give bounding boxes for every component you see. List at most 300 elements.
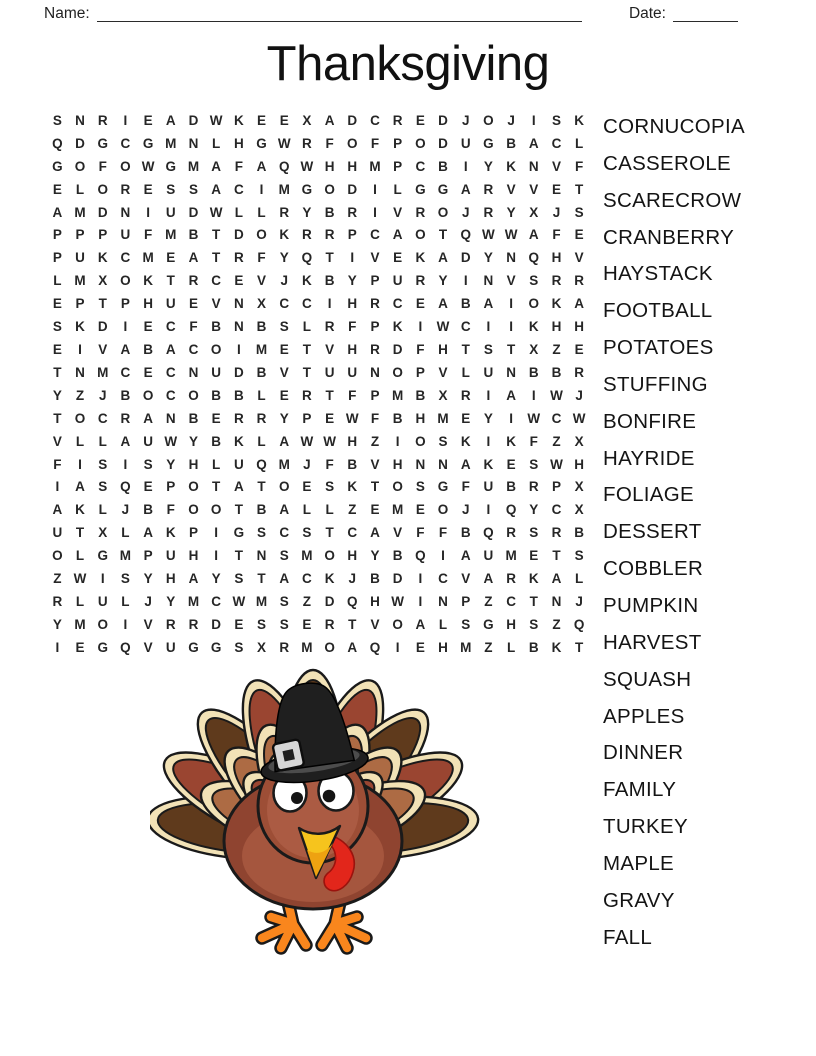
grid-cell: E: [143, 181, 153, 197]
grid-cell: Q: [256, 456, 267, 472]
grid-cell: R: [302, 135, 312, 151]
grid-cell: H: [188, 548, 199, 564]
grid-cell: L: [575, 571, 584, 587]
grid-cell: E: [551, 181, 561, 197]
word-list-item: HAYSTACK: [603, 262, 713, 286]
grid-cell: P: [52, 227, 62, 243]
grid-cell: S: [279, 593, 289, 609]
grid-cell: B: [188, 227, 199, 243]
grid-cell: D: [97, 319, 108, 335]
grid-cell: F: [189, 319, 198, 335]
grid-cell: G: [437, 181, 449, 197]
grid-cell: R: [302, 387, 312, 403]
grid-cell: S: [234, 639, 244, 655]
grid-cell: L: [121, 525, 130, 541]
grid-cell: A: [483, 571, 494, 587]
grid-cell: H: [506, 616, 516, 632]
grid-cell: H: [347, 158, 358, 174]
date-write-line: [673, 5, 738, 22]
grid-cell: V: [257, 273, 267, 289]
grid-cell: T: [302, 364, 312, 380]
grid-cell: I: [531, 387, 536, 403]
grid-cell: C: [97, 410, 108, 426]
grid-cell: U: [120, 227, 131, 243]
grid-cell: I: [236, 342, 241, 358]
grid-cell: A: [324, 112, 335, 128]
grid-cell: K: [506, 433, 516, 449]
grid-cell: M: [187, 158, 200, 174]
grid-cell: W: [164, 433, 178, 449]
word-list-item: PUMPKIN: [603, 593, 699, 617]
grid-cell: R: [302, 227, 312, 243]
grid-cell: F: [438, 525, 448, 541]
grid-cell: Y: [279, 410, 289, 426]
grid-cell: O: [52, 548, 63, 564]
grid-cell: O: [210, 342, 222, 358]
grid-cell: R: [415, 273, 426, 289]
grid-cell: O: [188, 387, 199, 403]
grid-cell: G: [483, 135, 494, 151]
grid-cell: T: [325, 250, 334, 266]
grid-cell: N: [438, 456, 448, 472]
grid-cell: A: [75, 479, 85, 495]
grid-cell: Q: [369, 639, 381, 655]
grid-cell: G: [97, 639, 108, 655]
grid-cell: O: [437, 502, 449, 518]
grid-cell: Q: [347, 593, 358, 609]
grid-cell: X: [529, 342, 539, 358]
grid-cell: U: [233, 456, 244, 472]
grid-cell: S: [529, 525, 539, 541]
grid-cell: T: [438, 227, 448, 243]
grid-cell: J: [575, 387, 583, 403]
grid-cell: T: [348, 616, 357, 632]
grid-cell: C: [211, 593, 222, 609]
grid-cell: Q: [52, 135, 63, 151]
grid-cell: V: [325, 342, 335, 358]
grid-cell: S: [438, 433, 448, 449]
name-write-line: [97, 5, 582, 22]
grid-cell: P: [415, 364, 425, 380]
grid-cell: L: [461, 364, 470, 380]
grid-cell: G: [301, 181, 313, 197]
grid-cell: P: [143, 548, 153, 564]
grid-cell: R: [574, 364, 585, 380]
word-list-item: SCARECROW: [603, 188, 742, 212]
grid-cell: O: [415, 135, 426, 151]
word-list-item: HAYRIDE: [603, 446, 695, 470]
grid-cell: E: [211, 410, 221, 426]
grid-cell: X: [98, 525, 108, 541]
grid-cell: M: [165, 227, 177, 243]
grid-cell: G: [165, 158, 177, 174]
grid-cell: A: [256, 158, 267, 174]
grid-cell: I: [214, 525, 219, 541]
grid-cell: A: [574, 296, 585, 312]
grid-cell: E: [325, 410, 335, 426]
grid-cell: E: [302, 479, 312, 495]
grid-cell: B: [233, 387, 244, 403]
grid-cell: Y: [279, 250, 289, 266]
word-list-item: HARVEST: [603, 630, 702, 654]
word-list-item: CORNUCOPIA: [603, 115, 745, 138]
grid-cell: J: [121, 502, 130, 518]
grid-cell: M: [392, 502, 404, 518]
word-list-item: FOLIAGE: [603, 483, 694, 507]
grid-cell: R: [415, 204, 426, 220]
grid-cell: M: [165, 135, 177, 151]
grid-cell: U: [460, 135, 471, 151]
grid-cell: A: [165, 342, 176, 358]
grid-cell: E: [52, 342, 62, 358]
word-list-item: FOOTBALL: [603, 299, 713, 323]
grid-cell: Z: [348, 502, 357, 518]
grid-cell: D: [347, 181, 358, 197]
grid-cell: I: [146, 204, 150, 220]
grid-cell: C: [165, 387, 176, 403]
grid-cell: O: [97, 181, 108, 197]
grid-cell: R: [324, 319, 335, 335]
grid-cell: E: [415, 639, 425, 655]
grid-cell: J: [144, 593, 152, 609]
grid-cell: X: [302, 112, 312, 128]
grid-cell: A: [120, 342, 131, 358]
grid-cell: Q: [483, 525, 494, 541]
word-list-item: GRAVY: [603, 888, 675, 912]
grid-cell: J: [575, 593, 583, 609]
grid-cell: W: [300, 433, 314, 449]
grid-cell: A: [438, 296, 448, 312]
grid-cell: M: [119, 548, 132, 564]
grid-cell: X: [529, 204, 539, 220]
grid-cell: V: [98, 342, 108, 358]
grid-cell: S: [143, 456, 153, 472]
grid-cell: N: [256, 548, 267, 564]
grid-cell: T: [212, 250, 221, 266]
grid-cell: E: [234, 616, 244, 632]
grid-cell: U: [165, 204, 176, 220]
grid-cell: B: [188, 410, 199, 426]
grid-cell: S: [574, 548, 584, 564]
grid-cell: V: [370, 616, 380, 632]
grid-cell: D: [188, 204, 199, 220]
grid-cell: A: [211, 181, 222, 197]
grid-cell: R: [506, 525, 516, 541]
grid-cell: A: [460, 456, 471, 472]
grid-cell: C: [551, 410, 562, 426]
name-label: Name:: [44, 5, 90, 22]
grid-cell: R: [233, 410, 244, 426]
grid-cell: C: [460, 319, 471, 335]
letter-grid: [46, 109, 591, 659]
grid-cell: P: [393, 158, 403, 174]
grid-cell: H: [370, 593, 380, 609]
grid-cell: O: [74, 410, 86, 426]
grid-cell: G: [233, 525, 245, 541]
grid-cell: W: [300, 158, 314, 174]
grid-cell: A: [415, 616, 426, 632]
grid-cell: U: [347, 364, 358, 380]
grid-cell: S: [166, 181, 176, 197]
grid-cell: T: [575, 639, 584, 655]
grid-cell: U: [165, 639, 176, 655]
grid-cell: L: [212, 135, 221, 151]
grid-cell: G: [210, 639, 222, 655]
grid-cell: W: [323, 433, 336, 449]
grid-cell: S: [302, 525, 312, 541]
grid-cell: T: [257, 571, 266, 587]
grid-cell: S: [279, 616, 289, 632]
grid-cell: T: [75, 525, 85, 541]
grid-cell: W: [550, 387, 563, 403]
grid-cell: F: [348, 319, 357, 335]
grid-cell: G: [437, 479, 449, 495]
grid-cell: M: [187, 593, 200, 609]
grid-cell: U: [165, 548, 176, 564]
grid-cell: H: [438, 342, 448, 358]
grid-cell: K: [506, 158, 516, 174]
grid-cell: Z: [484, 593, 493, 609]
grid-cell: J: [303, 456, 311, 472]
grid-cell: L: [257, 204, 266, 220]
grid-cell: D: [392, 342, 403, 358]
grid-cell: H: [324, 158, 335, 174]
grid-cell: O: [483, 112, 494, 128]
grid-cell: Z: [53, 571, 62, 587]
grid-cell: Y: [529, 502, 539, 518]
grid-cell: L: [212, 456, 221, 472]
grid-cell: E: [188, 296, 198, 312]
grid-cell: J: [280, 273, 288, 289]
grid-cell: Q: [120, 479, 131, 495]
grid-cell: E: [529, 548, 539, 564]
grid-cell: S: [188, 181, 198, 197]
grid-cell: E: [415, 296, 425, 312]
grid-cell: E: [52, 296, 62, 312]
grid-cell: S: [257, 616, 267, 632]
grid-cell: R: [460, 387, 471, 403]
word-list-item: SQUASH: [603, 667, 692, 691]
grid-cell: Z: [552, 342, 561, 358]
grid-cell: R: [483, 181, 494, 197]
grid-cell: W: [391, 593, 405, 609]
grid-cell: I: [441, 548, 445, 564]
grid-cell: I: [463, 273, 468, 289]
grid-cell: C: [120, 135, 131, 151]
grid-cell: C: [233, 181, 244, 197]
grid-cell: I: [531, 112, 536, 128]
grid-cell: O: [415, 433, 426, 449]
grid-cell: R: [165, 616, 176, 632]
grid-cell: I: [123, 112, 128, 128]
grid-cell: L: [438, 616, 448, 632]
grid-cell: E: [415, 502, 425, 518]
grid-cell: O: [120, 158, 131, 174]
grid-cell: F: [166, 502, 175, 518]
grid-cell: R: [370, 342, 380, 358]
grid-cell: L: [234, 204, 243, 220]
grid-cell: W: [527, 410, 541, 426]
grid-cell: K: [97, 250, 108, 266]
word-list-item: MAPLE: [603, 851, 674, 875]
grid-cell: A: [347, 639, 358, 655]
grid-cell: E: [234, 273, 244, 289]
grid-cell: G: [97, 135, 108, 151]
grid-cell: K: [302, 273, 312, 289]
grid-cell: P: [302, 410, 312, 426]
grid-cell: T: [234, 548, 243, 564]
grid-cell: K: [233, 112, 244, 128]
grid-cell: T: [53, 410, 62, 426]
grid-cell: C: [302, 571, 312, 587]
grid-cell: Y: [211, 571, 221, 587]
grid-cell: Y: [188, 433, 198, 449]
grid-cell: Q: [460, 227, 471, 243]
grid-cell: R: [188, 273, 199, 289]
grid-cell: A: [211, 158, 222, 174]
grid-cell: N: [415, 456, 426, 472]
grid-cell: B: [256, 319, 267, 335]
grid-cell: O: [392, 479, 403, 495]
grid-cell: L: [75, 548, 85, 564]
grid-cell: N: [506, 364, 516, 380]
grid-cell: W: [73, 571, 87, 587]
grid-cell: I: [327, 296, 332, 312]
word-list-item: CASSEROLE: [603, 151, 732, 175]
grid-cell: R: [324, 616, 335, 632]
grid-cell: Z: [302, 593, 312, 609]
word-list-item: DESSERT: [603, 520, 702, 544]
grid-cell: O: [324, 181, 335, 197]
grid-cell: S: [415, 479, 425, 495]
grid-cell: Y: [370, 548, 380, 564]
grid-cell: N: [551, 593, 562, 609]
page-title: Thanksgiving: [266, 37, 550, 91]
grid-cell: O: [392, 616, 403, 632]
grid-cell: B: [211, 319, 222, 335]
grid-cell: B: [528, 639, 539, 655]
grid-cell: M: [437, 410, 449, 426]
grid-cell: L: [575, 135, 584, 151]
grid-cell: D: [75, 135, 85, 151]
grid-cell: Y: [166, 456, 176, 472]
grid-cell: R: [279, 204, 290, 220]
grid-cell: E: [370, 502, 380, 518]
grid-cell: H: [188, 456, 199, 472]
grid-cell: C: [211, 273, 222, 289]
grid-cell: M: [255, 342, 268, 358]
grid-cell: F: [370, 410, 380, 426]
grid-cell: B: [574, 525, 585, 541]
grid-cell: D: [324, 593, 335, 609]
grid-cell: J: [552, 204, 561, 220]
grid-cell: T: [529, 593, 538, 609]
word-list-item: FALL: [603, 925, 653, 949]
grid-cell: I: [373, 204, 377, 220]
grid-cell: G: [256, 135, 267, 151]
grid-cell: U: [165, 296, 176, 312]
grid-cell: W: [277, 135, 291, 151]
grid-cell: A: [392, 227, 403, 243]
grid-cell: T: [212, 479, 221, 495]
grid-cell: C: [551, 135, 562, 151]
grid-cell: V: [551, 158, 561, 174]
grid-cell: K: [551, 639, 562, 655]
word-list-item: FAMILY: [603, 778, 677, 802]
word-list-item: POTATOES: [603, 336, 714, 360]
grid-cell: E: [143, 112, 153, 128]
grid-cell: K: [528, 319, 539, 335]
grid-cell: M: [278, 181, 290, 197]
grid-cell: I: [123, 319, 128, 335]
grid-cell: E: [393, 250, 403, 266]
grid-cell: O: [437, 204, 449, 220]
grid-cell: N: [120, 204, 131, 220]
grid-cell: A: [279, 571, 290, 587]
grid-cell: H: [347, 296, 358, 312]
grid-cell: M: [74, 273, 86, 289]
grid-cell: I: [486, 387, 491, 403]
grid-cell: E: [574, 342, 584, 358]
grid-cell: Z: [484, 639, 493, 655]
grid-cell: O: [256, 227, 267, 243]
grid-cell: R: [551, 525, 562, 541]
grid-cell: G: [415, 181, 426, 197]
grid-cell: Y: [483, 250, 493, 266]
grid-cell: F: [461, 479, 470, 495]
grid-cell: K: [460, 433, 471, 449]
grid-cell: N: [188, 135, 199, 151]
grid-cell: S: [529, 273, 539, 289]
grid-cell: F: [98, 158, 107, 174]
grid-cell: H: [438, 639, 448, 655]
grid-cell: E: [75, 639, 85, 655]
grid-cell: M: [74, 616, 86, 632]
grid-cell: V: [211, 296, 221, 312]
grid-cell: I: [123, 616, 128, 632]
word-list-item: STUFFING: [603, 372, 708, 396]
grid-cell: S: [279, 319, 289, 335]
grid-cell: N: [75, 364, 85, 380]
grid-cell: R: [574, 273, 585, 289]
grid-cell: A: [165, 112, 176, 128]
word-list-item: DINNER: [603, 741, 684, 765]
grid-cell: S: [52, 112, 62, 128]
grid-cell: A: [188, 571, 199, 587]
grid-cell: O: [210, 502, 222, 518]
grid-cell: A: [120, 433, 131, 449]
grid-cell: L: [302, 319, 312, 335]
grid-cell: O: [142, 387, 154, 403]
grid-cell: T: [325, 525, 334, 541]
grid-cell: I: [509, 296, 513, 312]
grid-cell: K: [483, 456, 494, 472]
grid-cell: E: [279, 112, 289, 128]
grid-cell: E: [143, 479, 153, 495]
grid-cell: G: [142, 135, 154, 151]
grid-cell: A: [528, 135, 539, 151]
grid-cell: W: [572, 410, 586, 426]
grid-cell: V: [279, 364, 289, 380]
grid-cell: Y: [506, 204, 516, 220]
grid-cell: N: [438, 593, 448, 609]
grid-cell: I: [350, 250, 355, 266]
grid-cell: T: [506, 342, 516, 358]
grid-cell: V: [370, 250, 380, 266]
grid-cell: I: [395, 433, 400, 449]
grid-cell: E: [166, 250, 176, 266]
word-list-item: COBBLER: [603, 557, 704, 581]
